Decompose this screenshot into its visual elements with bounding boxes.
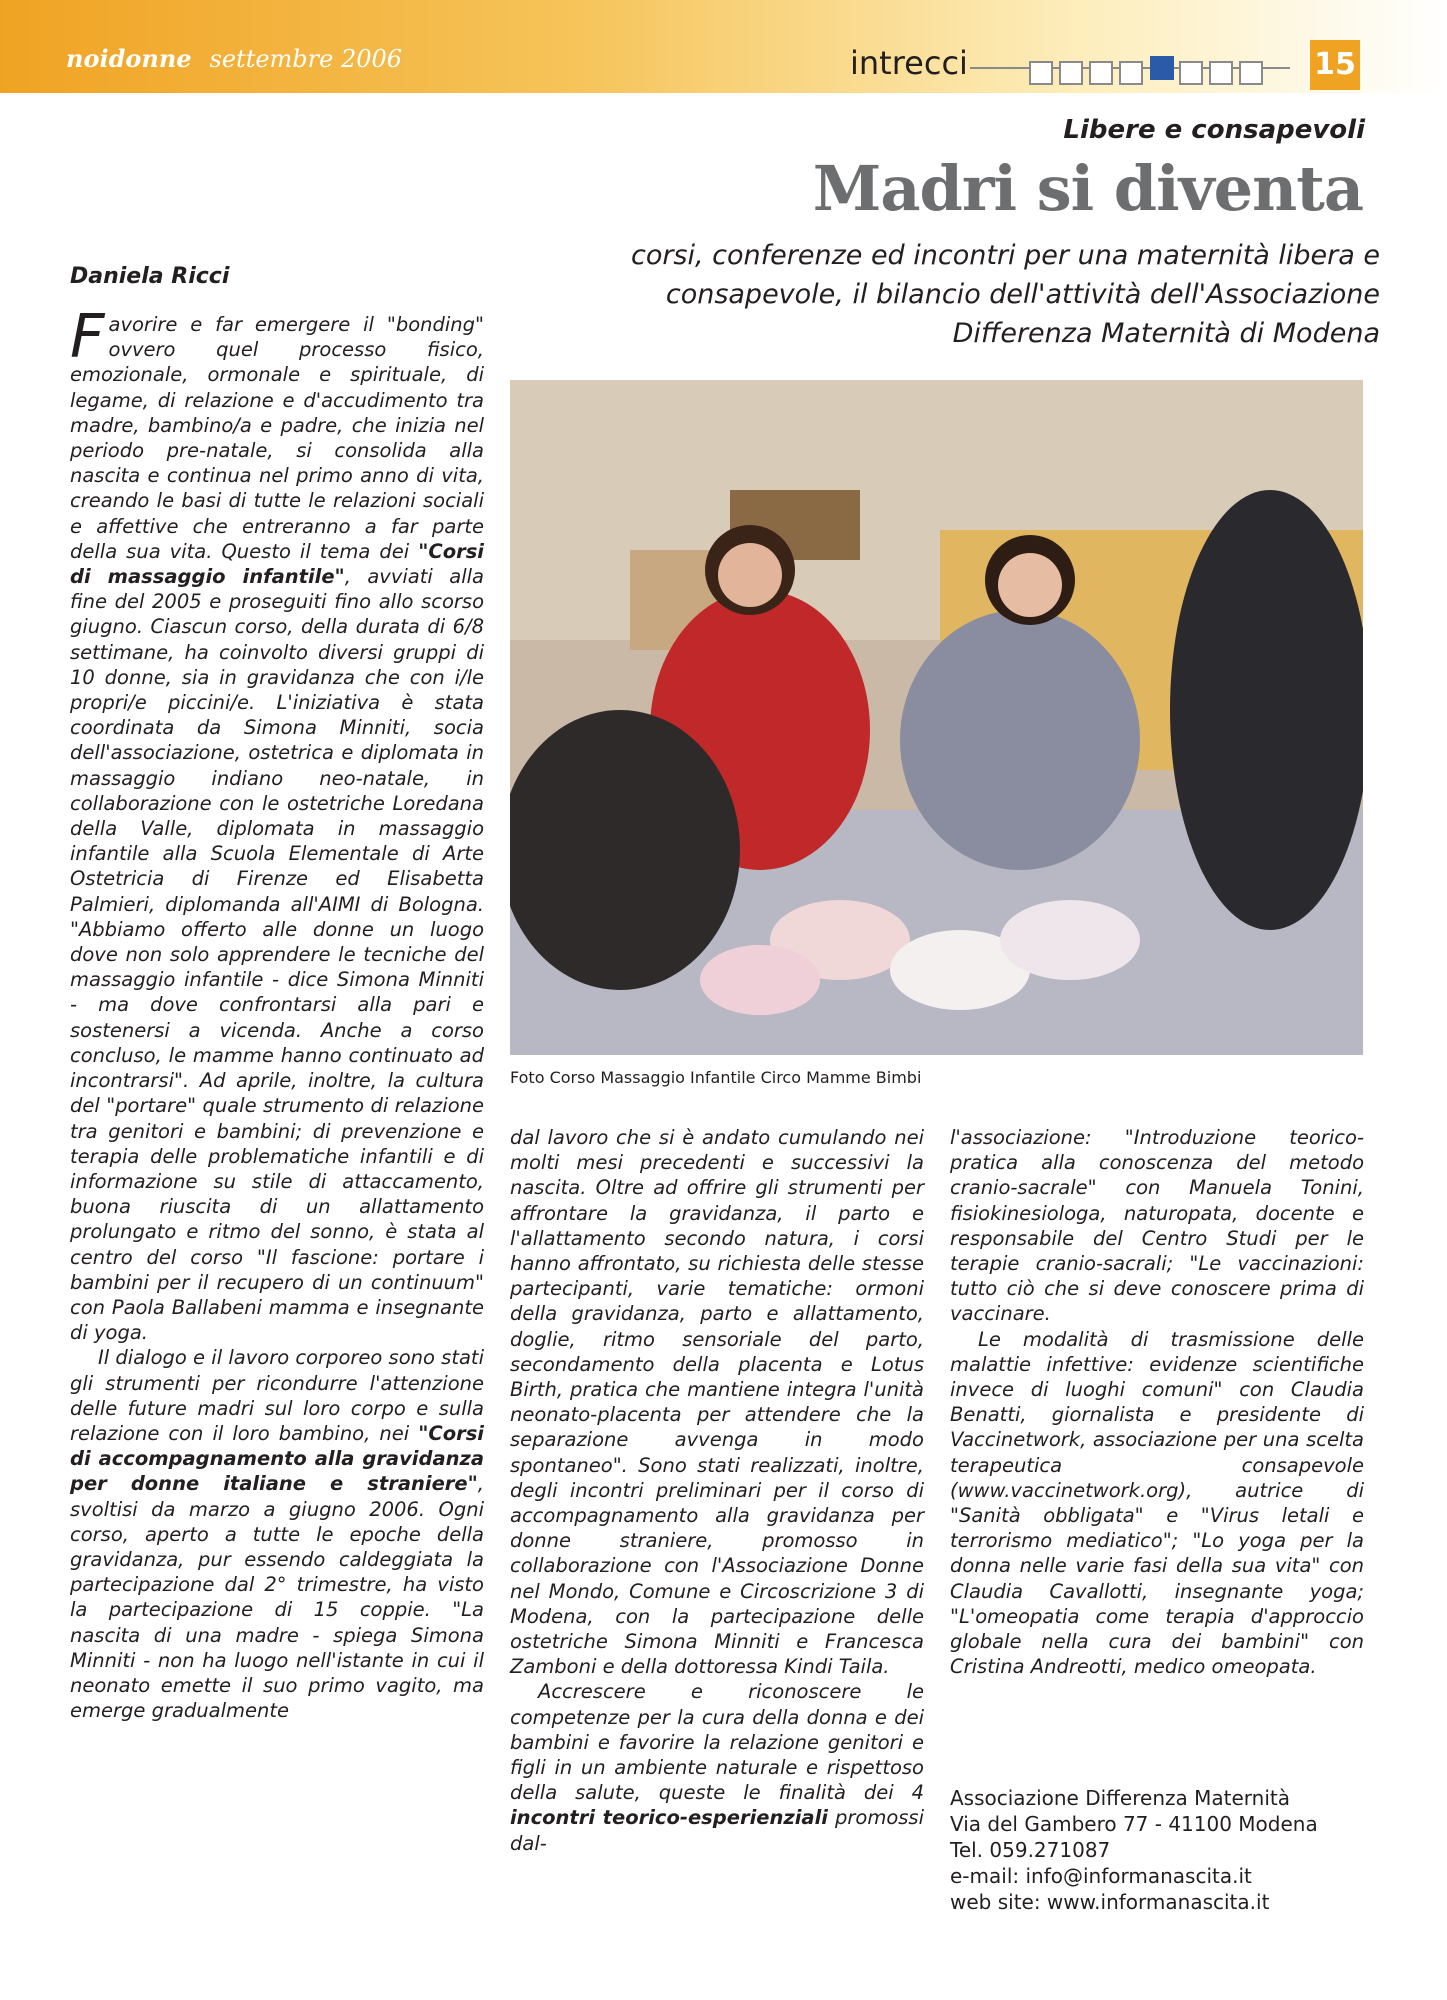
section-name: intrecci [850,44,968,82]
paragraph: dal lavoro che si è andato cumulando nei molti mesi precedenti e successivi la nascita. Oltre ad offrire gli strumenti per affrontare la gravidanza, il parto e l'allattamento secondo natura, i corsi hanno affrontato, su richiesta delle stesse partecipanti, varie tematiche: ormoni della gravidanza, parto e allattamento, doglie, ritmo sensoriale del parto, secondamento della placenta e Lotus Birth, pratica che mantiene integra l'unità neonato-placenta per attendere che la separazione avvenga in modo spontaneo". Sono stati realizzati, inoltre, degli incontri preliminari per il corso di accompagnamento alla gravidanza per donne straniere, promosso in collaborazione con l'Associazione Donne nel Mondo, Comune e Circoscrizione 3 di Modena, con la partecipazione delle ostetriche Simona Minniti e Francesca Zamboni e della dottoressa Kindi Taila. [510,1126,924,1679]
contact-email: e-mail: info@informanascita.it [950,1864,1252,1888]
contact-address: Via del Gambero 77 - 41100 Modena [950,1812,1318,1836]
issue-date: settembre 2006 [209,45,403,73]
article-subtitle: corsi, conferenze ed incontri per una maternità libera e consapevole, il bilancio dell'attività dell'Associazione Differenza Maternità di Modena [630,240,1380,349]
article-title: Madri si diventa [812,152,1363,225]
magazine-header [66,44,402,73]
paragraph: Il dialogo e il lavoro corporeo sono stati gli strumenti per ricondurre l'attenzione delle future madri sul loro corpo e sulla relazione con il loro bambino, nei "Corsi di accompagnamento alla gravidanza per donne italiane e straniere", svoltisi da marzo a giugno 2006. Ogni corso, aperto a tutte le epoche della gravidanza, pur essendo caldeggiata la partecipazione dal 2° trimestre, ha visto la partecipazione di 15 coppie. "La nascita di una madre - spiega Simona Minniti - non ha luogo nell'istante in cui il neonato emette il suo primo vagito, ma emerge gradualmente [70,1346,484,1723]
article-column-2 [510,1125,924,1856]
paragraph: Accrescere e riconoscere le competenze per la cura della donna e dei bambini e favorire la relazione genitori e figli in un ambiente naturale e rispettoso della salute, queste le finalità dei 4 incontri teorico-esperienziali promossi dal- [510,1680,924,1855]
magazine-name: noidonne [66,44,192,73]
author-byline: Daniela Ricci [70,264,230,289]
section-decoration [970,40,1290,96]
article-column-3 [950,1125,1364,1679]
paragraph: l'associazione: "Introduzione teorico-pratica alla conoscenza del metodo cranio-sacrale" con Manuela Tonini, fisiokinesiologa, naturopata, docente e responsabile del Centro Studi per le terapie cranio-sacrali; "Le vaccinazioni: tutto ciò che si deve conoscere prima di vaccinare. [950,1126,1364,1326]
contact-website: web site: www.informanascita.it [950,1890,1270,1914]
article-kicker: Libere e consapevoli [1063,115,1365,145]
paragraph: Le modalità di trasmissione delle malattie infettive: evidenze scientifiche invece di luoghi comuni" con Claudia Benatti, giornalista e presidente di Vaccinetwork, associazione per una scelta terapeutica consapevole (www.vaccinetwork.org), autrice di "Sanità obbligata" e "Virus letali e terrorismo mediatico"; "Lo yoga per la donna nelle varie fasi della sua vita" con Claudia Cavallotti, insegnante yoga; "L'omeopatia come terapia d'approccio globale nella cura dei bambini" con Cristina Andreotti, medico omeopata. [950,1327,1364,1679]
contact-box [950,1785,1318,1915]
article-photo [510,380,1363,1055]
page-number: 15 [1310,40,1360,90]
drop-cap: F [70,302,105,372]
article-column-1 [70,302,484,1723]
photo-caption: Foto Corso Massaggio Infantile Circo Mamme Bimbi [510,1068,922,1087]
contact-phone: Tel. 059.271087 [950,1838,1111,1862]
contact-name: Associazione Differenza Maternità [950,1786,1290,1810]
paragraph: Favorire e far emergere il "bonding" ovvero quel processo fisico, emozionale, ormonale e spirituale, di legame, di relazione e d'accudimento tra madre, bambino/a e padre, che inizia nel periodo pre-natale, si consolida alla nascita e continua nel primo anno di vita, creando le basi di tutte le relazioni sociali e affettive che entreranno a far parte della sua vita. Questo il tema dei "Corsi di massaggio infantile", avviati alla fine del 2005 e proseguiti fino allo scorso giugno. Ciascun corso, della durata di 6/8 settimane, ha coinvolto diversi gruppi di 10 donne, sia in gravidanza che con i/le propri/e piccini/e. L'iniziativa è stata coordinata da Simona Minniti, socia dell'associazione, ostetrica e diplomata in massaggio indiano neo-natale, in collaborazione con le ostetriche Loredana della Valle, diplomata in massaggio infantile alla Scuola Elementale di Arte Ostetricia di Firenze ed Elisabetta Palmieri, diplomanda all'AIMI di Bologna. "Abbiamo offerto alle donne un luogo dove non solo apprendere le tecniche del massaggio infantile - dice Simona Minniti - ma dove confrontarsi alla pari e sostenersi a vicenda. Anche a corso concluso, le mamme hanno continuato ad incontrarsi". Ad aprile, inoltre, la cultura del "portare" quale strumento di relazione tra genitori e bambini; di prevenzione e terapia delle problematiche infantili e di informazione su stile di attaccamento, buona riuscita di un allattamento prolungato e ritmo del sonno, è stata al centro del corso "Il fascione: portare i bambini per il recupero di un continuum" con Paola Ballabeni mamma e insegnante di yoga. [70,302,484,1345]
